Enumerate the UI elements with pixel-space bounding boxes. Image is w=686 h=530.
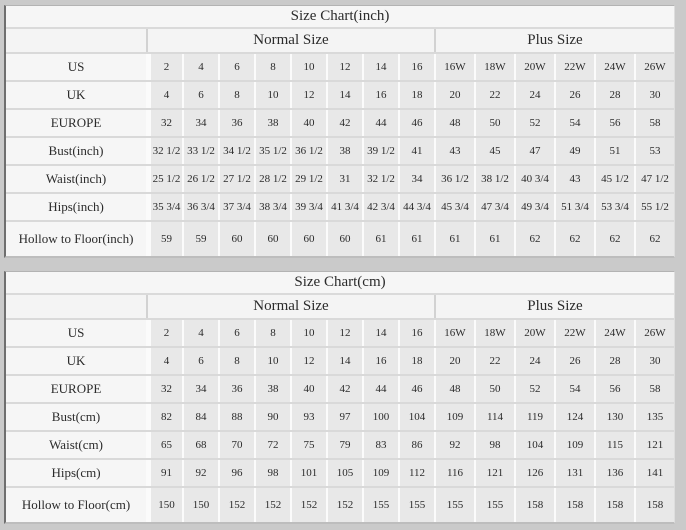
size-value-cell: 158 <box>514 488 554 522</box>
size-value-cell: 35 1/2 <box>254 138 290 164</box>
table-body <box>6 318 674 522</box>
size-value-cell: 34 1/2 <box>218 138 254 164</box>
corner-cell <box>6 295 146 318</box>
column-group-header-row <box>6 27 674 52</box>
row-label: Hollow to Floor(cm) <box>6 488 146 522</box>
size-value-cell: 4 <box>182 320 218 346</box>
table-row <box>6 108 674 136</box>
size-value-cell: 33 1/2 <box>182 138 218 164</box>
size-value-cell: 43 <box>434 138 474 164</box>
size-value-cell: 4 <box>146 82 182 108</box>
size-value-cell: 24W <box>594 320 634 346</box>
table-row <box>6 52 674 80</box>
chart-title-inch: Size Chart(inch) <box>6 6 674 27</box>
size-value-cell: 38 3/4 <box>254 194 290 220</box>
size-value-cell: 119 <box>514 404 554 430</box>
size-value-cell: 40 <box>290 110 326 136</box>
size-value-cell: 30 <box>634 82 674 108</box>
size-value-cell: 6 <box>218 320 254 346</box>
table-body <box>6 52 674 256</box>
size-value-cell: 32 1/2 <box>362 166 398 192</box>
size-value-cell: 10 <box>290 320 326 346</box>
size-value-cell: 2 <box>146 54 182 80</box>
size-value-cell: 88 <box>218 404 254 430</box>
size-value-cell: 60 <box>290 222 326 256</box>
size-value-cell: 155 <box>474 488 514 522</box>
size-value-cell: 62 <box>594 222 634 256</box>
size-value-cell: 136 <box>594 460 634 486</box>
size-value-cell: 109 <box>434 404 474 430</box>
size-value-cell: 14 <box>326 348 362 374</box>
size-value-cell: 97 <box>326 404 362 430</box>
row-label: US <box>6 54 146 80</box>
size-value-cell: 39 1/2 <box>362 138 398 164</box>
size-value-cell: 61 <box>434 222 474 256</box>
size-value-cell: 92 <box>182 460 218 486</box>
size-value-cell: 36 1/2 <box>434 166 474 192</box>
size-value-cell: 16W <box>434 54 474 80</box>
table-row <box>6 402 674 430</box>
row-label: Hollow to Floor(inch) <box>6 222 146 256</box>
size-value-cell: 150 <box>146 488 182 522</box>
size-value-cell: 45 <box>474 138 514 164</box>
size-value-cell: 24W <box>594 54 634 80</box>
size-value-cell: 31 <box>326 166 362 192</box>
size-value-cell: 37 3/4 <box>218 194 254 220</box>
row-label: UK <box>6 348 146 374</box>
size-value-cell: 12 <box>290 82 326 108</box>
size-chart-inch <box>4 5 675 258</box>
size-value-cell: 14 <box>362 320 398 346</box>
row-label: US <box>6 320 146 346</box>
size-value-cell: 124 <box>554 404 594 430</box>
size-value-cell: 6 <box>182 348 218 374</box>
size-value-cell: 4 <box>182 54 218 80</box>
size-value-cell: 56 <box>594 110 634 136</box>
size-value-cell: 82 <box>146 404 182 430</box>
size-value-cell: 90 <box>254 404 290 430</box>
size-value-cell: 32 <box>146 376 182 402</box>
size-value-cell: 49 <box>554 138 594 164</box>
size-value-cell: 58 <box>634 110 674 136</box>
size-value-cell: 152 <box>326 488 362 522</box>
size-value-cell: 83 <box>362 432 398 458</box>
row-label: Bust(cm) <box>6 404 146 430</box>
size-value-cell: 51 <box>594 138 634 164</box>
size-value-cell: 16 <box>398 54 434 80</box>
size-value-cell: 62 <box>634 222 674 256</box>
size-value-cell: 121 <box>634 432 674 458</box>
size-value-cell: 58 <box>634 376 674 402</box>
size-value-cell: 22 <box>474 348 514 374</box>
size-value-cell: 27 1/2 <box>218 166 254 192</box>
size-value-cell: 36 1/2 <box>290 138 326 164</box>
size-value-cell: 131 <box>554 460 594 486</box>
chart-title-cm: Size Chart(cm) <box>6 272 674 293</box>
size-value-cell: 59 <box>182 222 218 256</box>
size-value-cell: 22W <box>554 54 594 80</box>
size-value-cell: 40 <box>290 376 326 402</box>
size-value-cell: 34 <box>398 166 434 192</box>
size-value-cell: 91 <box>146 460 182 486</box>
size-value-cell: 72 <box>254 432 290 458</box>
size-value-cell: 150 <box>182 488 218 522</box>
table-row <box>6 430 674 458</box>
size-value-cell: 34 <box>182 376 218 402</box>
table-row <box>6 164 674 192</box>
size-value-cell: 8 <box>218 348 254 374</box>
size-value-cell: 28 1/2 <box>254 166 290 192</box>
row-label: Waist(inch) <box>6 166 146 192</box>
size-value-cell: 61 <box>398 222 434 256</box>
size-value-cell: 34 <box>182 110 218 136</box>
size-value-cell: 79 <box>326 432 362 458</box>
size-value-cell: 50 <box>474 376 514 402</box>
size-value-cell: 28 <box>594 82 634 108</box>
size-value-cell: 40 3/4 <box>514 166 554 192</box>
size-value-cell: 18 <box>398 348 434 374</box>
size-value-cell: 152 <box>290 488 326 522</box>
size-value-cell: 126 <box>514 460 554 486</box>
size-value-cell: 16W <box>434 320 474 346</box>
size-value-cell: 61 <box>362 222 398 256</box>
size-value-cell: 41 <box>398 138 434 164</box>
row-label: Waist(cm) <box>6 432 146 458</box>
size-value-cell: 141 <box>634 460 674 486</box>
size-value-cell: 18W <box>474 320 514 346</box>
size-value-cell: 47 3/4 <box>474 194 514 220</box>
size-value-cell: 121 <box>474 460 514 486</box>
group-header-plus-size: Plus Size <box>434 29 674 52</box>
size-value-cell: 52 <box>514 376 554 402</box>
size-value-cell: 98 <box>474 432 514 458</box>
corner-cell <box>6 29 146 52</box>
row-label: UK <box>6 82 146 108</box>
size-value-cell: 98 <box>254 460 290 486</box>
size-value-cell: 105 <box>326 460 362 486</box>
size-value-cell: 18 <box>398 82 434 108</box>
size-value-cell: 4 <box>146 348 182 374</box>
size-value-cell: 12 <box>326 320 362 346</box>
size-value-cell: 155 <box>362 488 398 522</box>
size-value-cell: 86 <box>398 432 434 458</box>
size-value-cell: 38 1/2 <box>474 166 514 192</box>
size-value-cell: 52 <box>514 110 554 136</box>
size-value-cell: 38 <box>326 138 362 164</box>
size-value-cell: 10 <box>290 54 326 80</box>
size-value-cell: 36 3/4 <box>182 194 218 220</box>
size-value-cell: 75 <box>290 432 326 458</box>
table-row <box>6 318 674 346</box>
size-value-cell: 20 <box>434 348 474 374</box>
group-header-plus-size: Plus Size <box>434 295 674 318</box>
size-value-cell: 155 <box>434 488 474 522</box>
size-value-cell: 47 1/2 <box>634 166 674 192</box>
size-value-cell: 43 <box>554 166 594 192</box>
table-row <box>6 346 674 374</box>
size-value-cell: 62 <box>554 222 594 256</box>
size-value-cell: 38 <box>254 110 290 136</box>
size-value-cell: 2 <box>146 320 182 346</box>
size-value-cell: 25 1/2 <box>146 166 182 192</box>
size-value-cell: 24 <box>514 82 554 108</box>
size-value-cell: 12 <box>290 348 326 374</box>
size-value-cell: 12 <box>326 54 362 80</box>
size-value-cell: 68 <box>182 432 218 458</box>
table-row <box>6 374 674 402</box>
size-value-cell: 28 <box>594 348 634 374</box>
size-value-cell: 29 1/2 <box>290 166 326 192</box>
size-value-cell: 26 1/2 <box>182 166 218 192</box>
size-value-cell: 109 <box>554 432 594 458</box>
size-value-cell: 24 <box>514 348 554 374</box>
size-value-cell: 6 <box>218 54 254 80</box>
size-value-cell: 42 <box>326 376 362 402</box>
size-value-cell: 114 <box>474 404 514 430</box>
size-value-cell: 32 1/2 <box>146 138 182 164</box>
size-value-cell: 30 <box>634 348 674 374</box>
size-value-cell: 59 <box>146 222 182 256</box>
size-value-cell: 44 <box>362 110 398 136</box>
size-value-cell: 16 <box>398 320 434 346</box>
size-value-cell: 92 <box>434 432 474 458</box>
size-value-cell: 35 3/4 <box>146 194 182 220</box>
size-value-cell: 46 <box>398 376 434 402</box>
size-value-cell: 26W <box>634 54 674 80</box>
size-value-cell: 116 <box>434 460 474 486</box>
size-value-cell: 152 <box>254 488 290 522</box>
size-value-cell: 22W <box>554 320 594 346</box>
size-value-cell: 155 <box>398 488 434 522</box>
size-value-cell: 6 <box>182 82 218 108</box>
size-value-cell: 26 <box>554 82 594 108</box>
size-value-cell: 48 <box>434 110 474 136</box>
size-value-cell: 84 <box>182 404 218 430</box>
size-value-cell: 70 <box>218 432 254 458</box>
size-value-cell: 20 <box>434 82 474 108</box>
size-value-cell: 41 3/4 <box>326 194 362 220</box>
size-value-cell: 158 <box>634 488 674 522</box>
size-value-cell: 42 3/4 <box>362 194 398 220</box>
size-value-cell: 42 <box>326 110 362 136</box>
size-value-cell: 96 <box>218 460 254 486</box>
size-value-cell: 55 1/2 <box>634 194 674 220</box>
size-value-cell: 152 <box>218 488 254 522</box>
table-row <box>6 220 674 256</box>
row-label: EUROPE <box>6 376 146 402</box>
size-value-cell: 60 <box>326 222 362 256</box>
size-value-cell: 14 <box>362 54 398 80</box>
size-value-cell: 54 <box>554 110 594 136</box>
size-value-cell: 53 3/4 <box>594 194 634 220</box>
size-value-cell: 158 <box>594 488 634 522</box>
size-value-cell: 44 <box>362 376 398 402</box>
size-value-cell: 51 3/4 <box>554 194 594 220</box>
size-value-cell: 104 <box>398 404 434 430</box>
size-value-cell: 45 1/2 <box>594 166 634 192</box>
size-chart-cm <box>4 271 675 524</box>
size-value-cell: 53 <box>634 138 674 164</box>
size-value-cell: 8 <box>254 320 290 346</box>
size-value-cell: 93 <box>290 404 326 430</box>
size-value-cell: 38 <box>254 376 290 402</box>
table-row <box>6 458 674 486</box>
table-row <box>6 80 674 108</box>
size-value-cell: 62 <box>514 222 554 256</box>
size-value-cell: 65 <box>146 432 182 458</box>
size-value-cell: 36 <box>218 376 254 402</box>
size-value-cell: 8 <box>218 82 254 108</box>
size-value-cell: 22 <box>474 82 514 108</box>
size-value-cell: 135 <box>634 404 674 430</box>
size-value-cell: 10 <box>254 82 290 108</box>
size-value-cell: 50 <box>474 110 514 136</box>
group-header-normal-size: Normal Size <box>146 295 434 318</box>
size-value-cell: 104 <box>514 432 554 458</box>
size-value-cell: 60 <box>254 222 290 256</box>
size-value-cell: 49 3/4 <box>514 194 554 220</box>
size-value-cell: 45 3/4 <box>434 194 474 220</box>
size-value-cell: 46 <box>398 110 434 136</box>
size-value-cell: 26W <box>634 320 674 346</box>
table-row <box>6 192 674 220</box>
size-value-cell: 44 3/4 <box>398 194 434 220</box>
size-value-cell: 115 <box>594 432 634 458</box>
size-value-cell: 32 <box>146 110 182 136</box>
column-group-header-row <box>6 293 674 318</box>
row-label: Bust(inch) <box>6 138 146 164</box>
size-value-cell: 48 <box>434 376 474 402</box>
group-header-normal-size: Normal Size <box>146 29 434 52</box>
size-value-cell: 20W <box>514 54 554 80</box>
table-row <box>6 136 674 164</box>
row-label: EUROPE <box>6 110 146 136</box>
size-value-cell: 56 <box>594 376 634 402</box>
size-value-cell: 14 <box>326 82 362 108</box>
size-value-cell: 10 <box>254 348 290 374</box>
row-label: Hips(cm) <box>6 460 146 486</box>
size-value-cell: 8 <box>254 54 290 80</box>
size-value-cell: 101 <box>290 460 326 486</box>
size-value-cell: 112 <box>398 460 434 486</box>
size-value-cell: 18W <box>474 54 514 80</box>
size-value-cell: 61 <box>474 222 514 256</box>
size-value-cell: 54 <box>554 376 594 402</box>
size-value-cell: 158 <box>554 488 594 522</box>
size-value-cell: 26 <box>554 348 594 374</box>
size-value-cell: 16 <box>362 348 398 374</box>
size-value-cell: 39 3/4 <box>290 194 326 220</box>
size-value-cell: 16 <box>362 82 398 108</box>
size-value-cell: 20W <box>514 320 554 346</box>
size-value-cell: 130 <box>594 404 634 430</box>
table-row <box>6 486 674 522</box>
size-value-cell: 100 <box>362 404 398 430</box>
row-label: Hips(inch) <box>6 194 146 220</box>
size-value-cell: 47 <box>514 138 554 164</box>
size-value-cell: 60 <box>218 222 254 256</box>
size-value-cell: 109 <box>362 460 398 486</box>
size-value-cell: 36 <box>218 110 254 136</box>
